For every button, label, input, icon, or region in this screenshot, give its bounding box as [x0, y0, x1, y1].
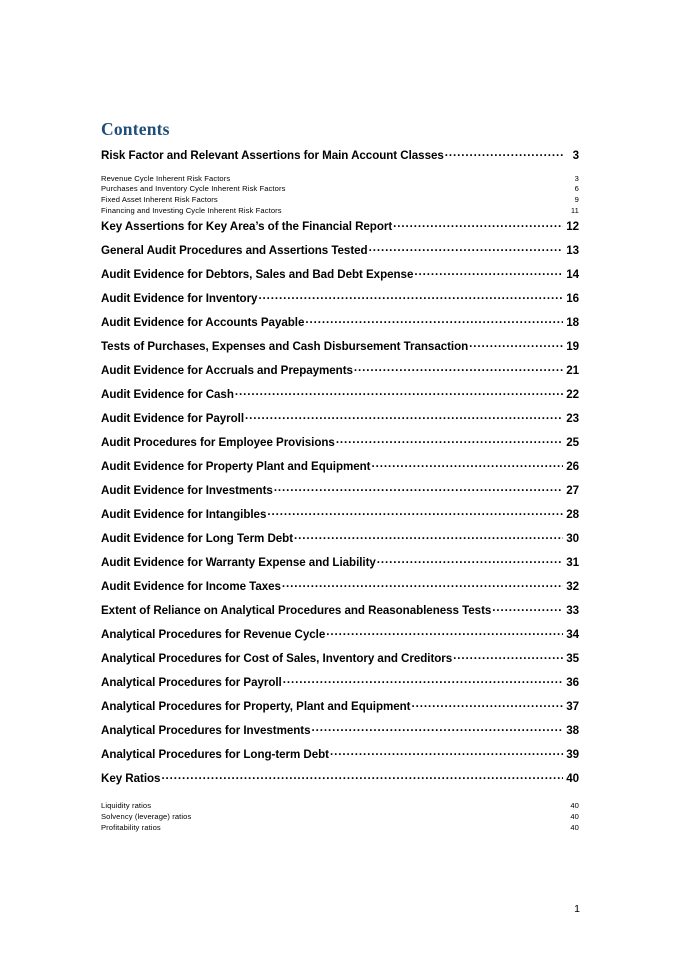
- toc-entry[interactable]: [101, 459, 579, 483]
- toc-entry-page-number: 27: [566, 484, 579, 498]
- toc-dot-leader: [283, 675, 563, 687]
- toc-entry-label: Analytical Procedures for Payroll: [101, 676, 282, 690]
- toc-entry-label: Analytical Procedures for Cost of Sales, Inventory and Creditors: [101, 652, 453, 666]
- toc-entry-page-number: 40: [570, 823, 579, 832]
- toc-entry-label: Audit Evidence for Investments: [101, 484, 273, 498]
- toc-entry-page-number: 36: [566, 676, 579, 690]
- toc-entry-label: Audit Evidence for Income Taxes: [101, 580, 281, 594]
- toc-subentry-group: [101, 795, 579, 837]
- toc-dot-leader: [218, 194, 565, 202]
- toc-entry-label: Extent of Reliance on Analytical Procedures and Reasonableness Tests: [101, 604, 492, 618]
- toc-entry-page-number: 6: [574, 184, 579, 194]
- toc-entry-label: Audit Evidence for Accruals and Prepayments: [101, 364, 353, 378]
- toc-entry-label: Audit Evidence for Warranty Expense and Liability: [101, 556, 376, 570]
- toc-entry-label: Audit Evidence for Accounts Payable: [101, 316, 305, 330]
- toc-dot-leader: [377, 555, 563, 567]
- toc-entry-label: Financing and Investing Cycle Inherent Risk Factors: [101, 205, 282, 215]
- toc-entry-page-number: 33: [566, 604, 579, 618]
- toc-entry[interactable]: [101, 747, 579, 771]
- toc-entry-label: Audit Evidence for Cash: [101, 388, 234, 402]
- toc-entry-label: Fixed Asset Inherent Risk Factors: [101, 195, 218, 205]
- toc-entry-label: Audit Evidence for Intangibles: [101, 508, 267, 522]
- toc-entry-label: Key Ratios: [101, 772, 161, 786]
- toc-entry[interactable]: [101, 243, 579, 267]
- toc-dot-leader: [453, 651, 563, 663]
- toc-entry-label: Liquidity ratios: [101, 800, 152, 810]
- table-of-contents: [101, 120, 579, 836]
- toc-entry[interactable]: [101, 651, 579, 675]
- toc-entry[interactable]: [101, 603, 579, 627]
- toc-entry-label: Key Assertions for Key Area’s of the Financial Report: [101, 220, 393, 234]
- toc-dot-leader: [305, 315, 563, 327]
- toc-entry-label: Solvency (leverage) ratios: [101, 811, 192, 821]
- toc-entry[interactable]: [101, 555, 579, 579]
- toc-dot-leader: [274, 483, 563, 495]
- toc-entry-page-number: 28: [566, 508, 579, 522]
- toc-entry-label: Tests of Purchases, Expenses and Cash Disbursement Transaction: [101, 340, 469, 354]
- toc-subentry-group: [101, 169, 579, 218]
- toc-entry-page-number: 3: [574, 173, 579, 183]
- toc-entry[interactable]: [101, 699, 579, 723]
- toc-subentry[interactable]: [101, 173, 579, 184]
- toc-dot-leader: [312, 723, 564, 735]
- toc-dot-leader: [372, 459, 564, 471]
- toc-entry[interactable]: [101, 339, 579, 363]
- toc-entry-label: Profitability ratios: [101, 823, 161, 832]
- toc-entry-page-number: 38: [566, 724, 579, 738]
- toc-entry-page-number: 39: [566, 748, 579, 762]
- toc-dot-leader: [336, 435, 563, 447]
- toc-entry-label: Audit Evidence for Payroll: [101, 412, 245, 426]
- page-number-footer: 1: [574, 903, 580, 915]
- toc-entry[interactable]: [101, 147, 579, 169]
- toc-subentry[interactable]: [101, 184, 579, 195]
- toc-entry-page-number: 35: [566, 652, 579, 666]
- toc-dot-leader: [161, 771, 563, 783]
- toc-dot-leader: [151, 800, 565, 808]
- toc-entry-label: Audit Evidence for Debtors, Sales and Bad Debt Expense: [101, 268, 414, 282]
- toc-dot-leader: [267, 507, 563, 519]
- toc-subentry[interactable]: [101, 811, 579, 822]
- toc-entry-page-number: 40: [570, 811, 579, 821]
- toc-entry[interactable]: [101, 291, 579, 315]
- toc-entry-label: Analytical Procedures for Revenue Cycle: [101, 628, 326, 642]
- toc-dot-leader: [393, 219, 563, 231]
- toc-entry-page-number: 19: [566, 340, 579, 354]
- toc-dot-leader: [285, 184, 565, 192]
- toc-entry-page-number: 9: [574, 195, 579, 205]
- toc-entry-label: Analytical Procedures for Investments: [101, 724, 311, 738]
- toc-entry[interactable]: [101, 363, 579, 387]
- toc-subentry[interactable]: [101, 822, 579, 833]
- toc-dot-leader: [294, 531, 563, 543]
- toc-subentry[interactable]: [101, 194, 579, 205]
- toc-entry-page-number: 16: [566, 292, 579, 306]
- toc-entry-page-number: 3: [572, 148, 579, 162]
- toc-entry[interactable]: [101, 435, 579, 459]
- toc-entry-label: Audit Evidence for Long Term Debt: [101, 532, 294, 546]
- toc-entry[interactable]: [101, 531, 579, 555]
- toc-dot-leader: [369, 243, 563, 255]
- toc-entry-page-number: 34: [566, 628, 579, 642]
- toc-dot-leader: [161, 822, 565, 830]
- toc-entry-page-number: 21: [566, 364, 579, 378]
- toc-entry-label: Risk Factor and Relevant Assertions for Main Account Classes: [101, 148, 444, 162]
- toc-entry[interactable]: [101, 675, 579, 699]
- toc-entry-page-number: 31: [566, 556, 579, 570]
- toc-entry[interactable]: [101, 771, 579, 795]
- toc-entry-label: Purchases and Inventory Cycle Inherent Risk Factors: [101, 184, 286, 194]
- toc-entry[interactable]: [101, 411, 579, 435]
- page-title: Contents: [101, 119, 170, 139]
- toc-entry-page-number: 32: [566, 580, 579, 594]
- toc-entry-page-number: 14: [566, 268, 579, 282]
- toc-entry-page-number: 23: [566, 412, 579, 426]
- toc-dot-leader: [326, 627, 563, 639]
- toc-dot-leader: [282, 579, 563, 591]
- toc-entry[interactable]: [101, 723, 579, 747]
- toc-entry[interactable]: [101, 507, 579, 531]
- toc-subentry[interactable]: [101, 205, 579, 216]
- toc-entry-page-number: 40: [566, 772, 579, 786]
- toc-dot-leader: [235, 387, 563, 399]
- toc-entry[interactable]: [101, 579, 579, 603]
- toc-entry-page-number: 25: [566, 436, 579, 450]
- toc-entry[interactable]: [101, 315, 579, 339]
- toc-dot-leader: [414, 267, 563, 279]
- toc-subentry[interactable]: [101, 800, 579, 811]
- toc-entry-page-number: 22: [566, 388, 579, 402]
- toc-entry[interactable]: [101, 387, 579, 411]
- toc-entry[interactable]: [101, 627, 579, 651]
- toc-entry-page-number: 40: [570, 800, 579, 810]
- toc-entry-label: Revenue Cycle Inherent Risk Factors: [101, 173, 231, 183]
- toc-dot-leader: [492, 603, 563, 615]
- toc-entry-label: Audit Evidence for Inventory: [101, 292, 258, 306]
- toc-entry-page-number: 12: [566, 220, 579, 234]
- toc-entry-page-number: 13: [566, 244, 579, 258]
- toc-entry[interactable]: [101, 219, 579, 243]
- toc-entry-label: Audit Evidence for Property Plant and Equipment: [101, 460, 371, 474]
- toc-entry[interactable]: [101, 267, 579, 291]
- toc-entry-label: Analytical Procedures for Long-term Debt: [101, 748, 329, 762]
- toc-dot-leader: [354, 363, 563, 375]
- toc-dot-leader: [445, 147, 563, 159]
- toc-entry-page-number: 18: [566, 316, 579, 330]
- toc-entry-page-number: 26: [566, 460, 579, 474]
- toc-dot-leader: [469, 339, 563, 351]
- toc-dot-leader: [412, 699, 564, 711]
- toc-dot-leader: [258, 291, 563, 303]
- toc-entry-page-number: 11: [570, 205, 579, 215]
- toc-entry-list: [101, 147, 579, 836]
- toc-dot-leader: [191, 811, 565, 819]
- toc-entry[interactable]: [101, 483, 579, 507]
- toc-entry-page-number: 30: [566, 532, 579, 546]
- toc-entry-label: Audit Procedures for Employee Provisions: [101, 436, 335, 450]
- toc-dot-leader: [282, 205, 565, 213]
- toc-dot-leader: [330, 747, 563, 759]
- toc-entry-label: Analytical Procedures for Property, Plant and Equipment: [101, 700, 411, 714]
- toc-dot-leader: [245, 411, 563, 423]
- toc-entry-label: General Audit Procedures and Assertions Tested: [101, 244, 368, 258]
- toc-dot-leader: [230, 173, 565, 181]
- toc-entry-page-number: 37: [566, 700, 579, 714]
